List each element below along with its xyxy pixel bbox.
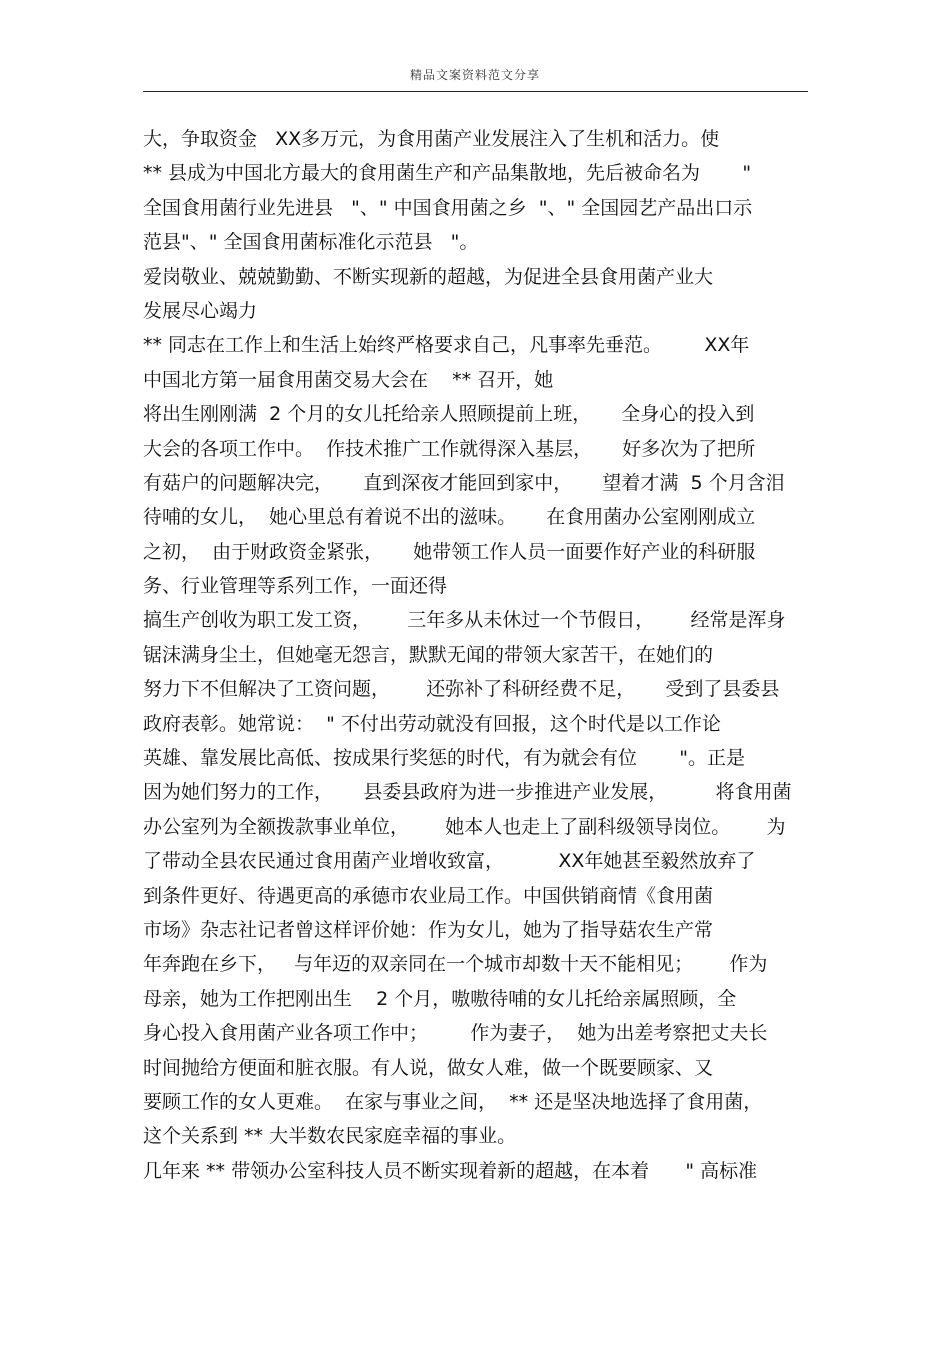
text-line: ** 县成为中国北方最大的食用菌生产和产品集散地，先后被命名为 " [143,162,752,185]
text-line: 锯沫满身尘土，但她毫无怨言，默默无闻的带领大家苦干，在她们的 [143,643,714,666]
text-line: ** 同志在工作上和生活上始终严格要求自己，凡事率先垂范。 XX年 [143,334,750,357]
text-line: 发展尽心竭力 [143,299,258,322]
page-header-title: 精品文案资料范文分享 [409,68,540,82]
text-line: 办公室列为全额拨款事业单位， 她本人也走上了副科级领导岗位。 为 [143,815,786,838]
text-line: 有菇户的问题解决完， 直到深夜才能回到家中， 望着才满 5 个月含泪 [143,471,785,494]
text-line: 几年来 ** 带领办公室科技人员不断实现着新的超越，在本着 " 高标准 [143,1159,758,1182]
text-line: 范县"、" 全国食用菌标准化示范县 "。 [143,231,479,254]
text-line: 时间抛给方便面和脏衣服。有人说，做女人难，做一个既要顾家、又 [143,1056,714,1079]
text-line: 英雄、靠发展比高低、按成果行奖惩的时代，有为就会有位 "。正是 [143,747,746,770]
text-line: 大，争取资金 XX多万元，为食用菌产业发展注入了生机和活力。使 [143,128,720,150]
text-line: 了带动全县农民通过食用菌产业增收致富， XX年她甚至毅然放弃了 [143,850,756,873]
text-line: 中国北方第一届食用菌交易大会在 ** 召开，她 [143,368,554,391]
header-divider [143,91,808,92]
text-line: 这个关系到 ** 大半数农民家庭幸福的事业。 [143,1125,517,1148]
text-line: 搞生产创收为职工发工资， 三年多从未休过一个节假日， 经常是浑身 [143,609,786,632]
text-line: 母亲，她为工作把刚出生 2 个月，嗷嗷待哺的女儿托给亲属照顾，全 [143,987,737,1010]
text-line: 爱岗敬业、兢兢勤勤、不断实现新的超越，为促进全县食用菌产业大 [143,265,714,288]
text-line: 努力下不但解决了工资问题， 还弥补了科研经费不足， 受到了县委县 [143,678,780,701]
text-line: 政府表彰。她常说： " 不付出劳动就没有回报，这个时代是以工作论 [143,712,721,735]
text-line: 务、行业管理等系列工作，一面还得 [143,575,448,598]
text-line: 身心投入食用菌产业各项工作中； 作为妻子， 她为出差考察把丈夫长 [143,1022,768,1045]
text-line: 要顾工作的女人更难。 在家与事业之间， ** 还是坚决地选择了食用菌， [143,1090,763,1113]
text-line: 之初， 由于财政资金紧张， 她带领工作人员一面要作好产业的科研服 [143,540,756,563]
document-body [143,122,811,1188]
text-line: 大会的各项工作中。 作技术推广工作就得深入基层， 好多次为了把所 [143,437,756,460]
text-line: 因为她们努力的工作， 县委县政府为进一步推进产业发展， 将食用菌 [143,781,792,804]
text-line: 年奔跑在乡下， 与年迈的双亲同在一个城市却数十天不能相见； 作为 [143,953,768,976]
text-line: 市场》杂志社记者曾这样评价她：作为女儿，她为了指导菇农生产常 [143,918,714,941]
text-line: 将出生刚刚满 2 个月的女儿托给亲人照顾提前上班， 全身心的投入到 [143,403,755,426]
text-line: 到条件更好、待遇更高的承德市农业局工作。中国供销商情《食用菌 [143,884,714,907]
text-line: 待哺的女儿， 她心里总有着说不出的滋味。 在食用菌办公室刚刚成立 [143,506,756,529]
text-line: 全国食用菌行业先进县 "、" 中国食用菌之乡 "、" 全国园艺产品出口示 [143,196,753,219]
